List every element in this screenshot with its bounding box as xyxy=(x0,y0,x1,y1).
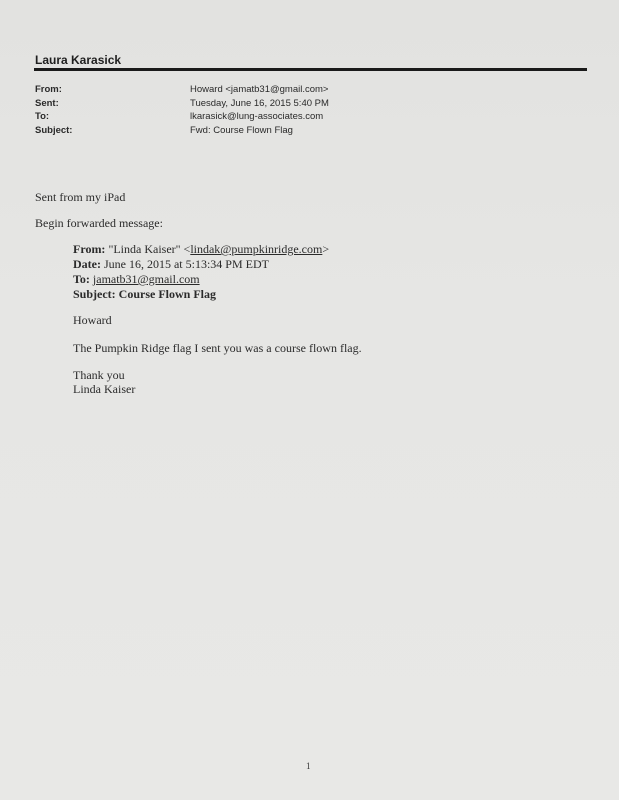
header-to-label: To: xyxy=(35,111,50,122)
header-from-label: From: xyxy=(35,84,62,95)
fwd-subject-row xyxy=(73,287,329,302)
header-rule xyxy=(34,68,587,71)
forwarded-header xyxy=(73,242,329,302)
header-sent-value: Tuesday, June 16, 2015 5:40 PM xyxy=(190,97,329,109)
fwd-to-email-link[interactable]: jamatb31@gmail.com xyxy=(92,272,200,286)
header-subject-value: Fwd: Course Flown Flag xyxy=(190,124,293,136)
fwd-from-close: > xyxy=(322,242,330,256)
fwd-from-label: From: xyxy=(73,242,106,256)
fwd-to-row xyxy=(73,272,329,287)
fwd-to-label: To: xyxy=(73,272,90,286)
fwd-date-label: Date: xyxy=(73,257,101,271)
message-signature: Linda Kaiser xyxy=(73,382,136,396)
header-sent-label: Sent: xyxy=(35,97,59,109)
sent-from-line: Sent from my iPad xyxy=(35,190,126,204)
message-greeting: Howard xyxy=(73,313,112,327)
header-subject-label: Subject: xyxy=(35,124,73,136)
fwd-subject-value: Course Flown Flag xyxy=(118,287,217,301)
header-to-value: lkarasick@lung-associates.com xyxy=(190,111,324,122)
header-from-value: Howard <jamatb31@gmail.com> xyxy=(190,84,329,95)
message-closing: Thank you xyxy=(73,368,125,382)
fwd-from-row xyxy=(73,242,329,257)
mailbox-owner-name: Laura Karasick xyxy=(35,53,122,67)
fwd-date-row xyxy=(73,257,329,272)
fwd-subject-label: Subject: xyxy=(73,287,116,301)
begin-forwarded-line: Begin forwarded message: xyxy=(35,216,163,230)
fwd-from-email-link[interactable]: lindak@pumpkinridge.com xyxy=(190,242,323,256)
page-number: 1 xyxy=(306,761,311,771)
fwd-from-name: "Linda Kaiser" < xyxy=(108,242,191,256)
message-body-line: The Pumpkin Ridge flag I sent you was a course flown flag. xyxy=(73,341,362,355)
fwd-date-value: June 16, 2015 at 5:13:34 PM EDT xyxy=(103,257,269,271)
